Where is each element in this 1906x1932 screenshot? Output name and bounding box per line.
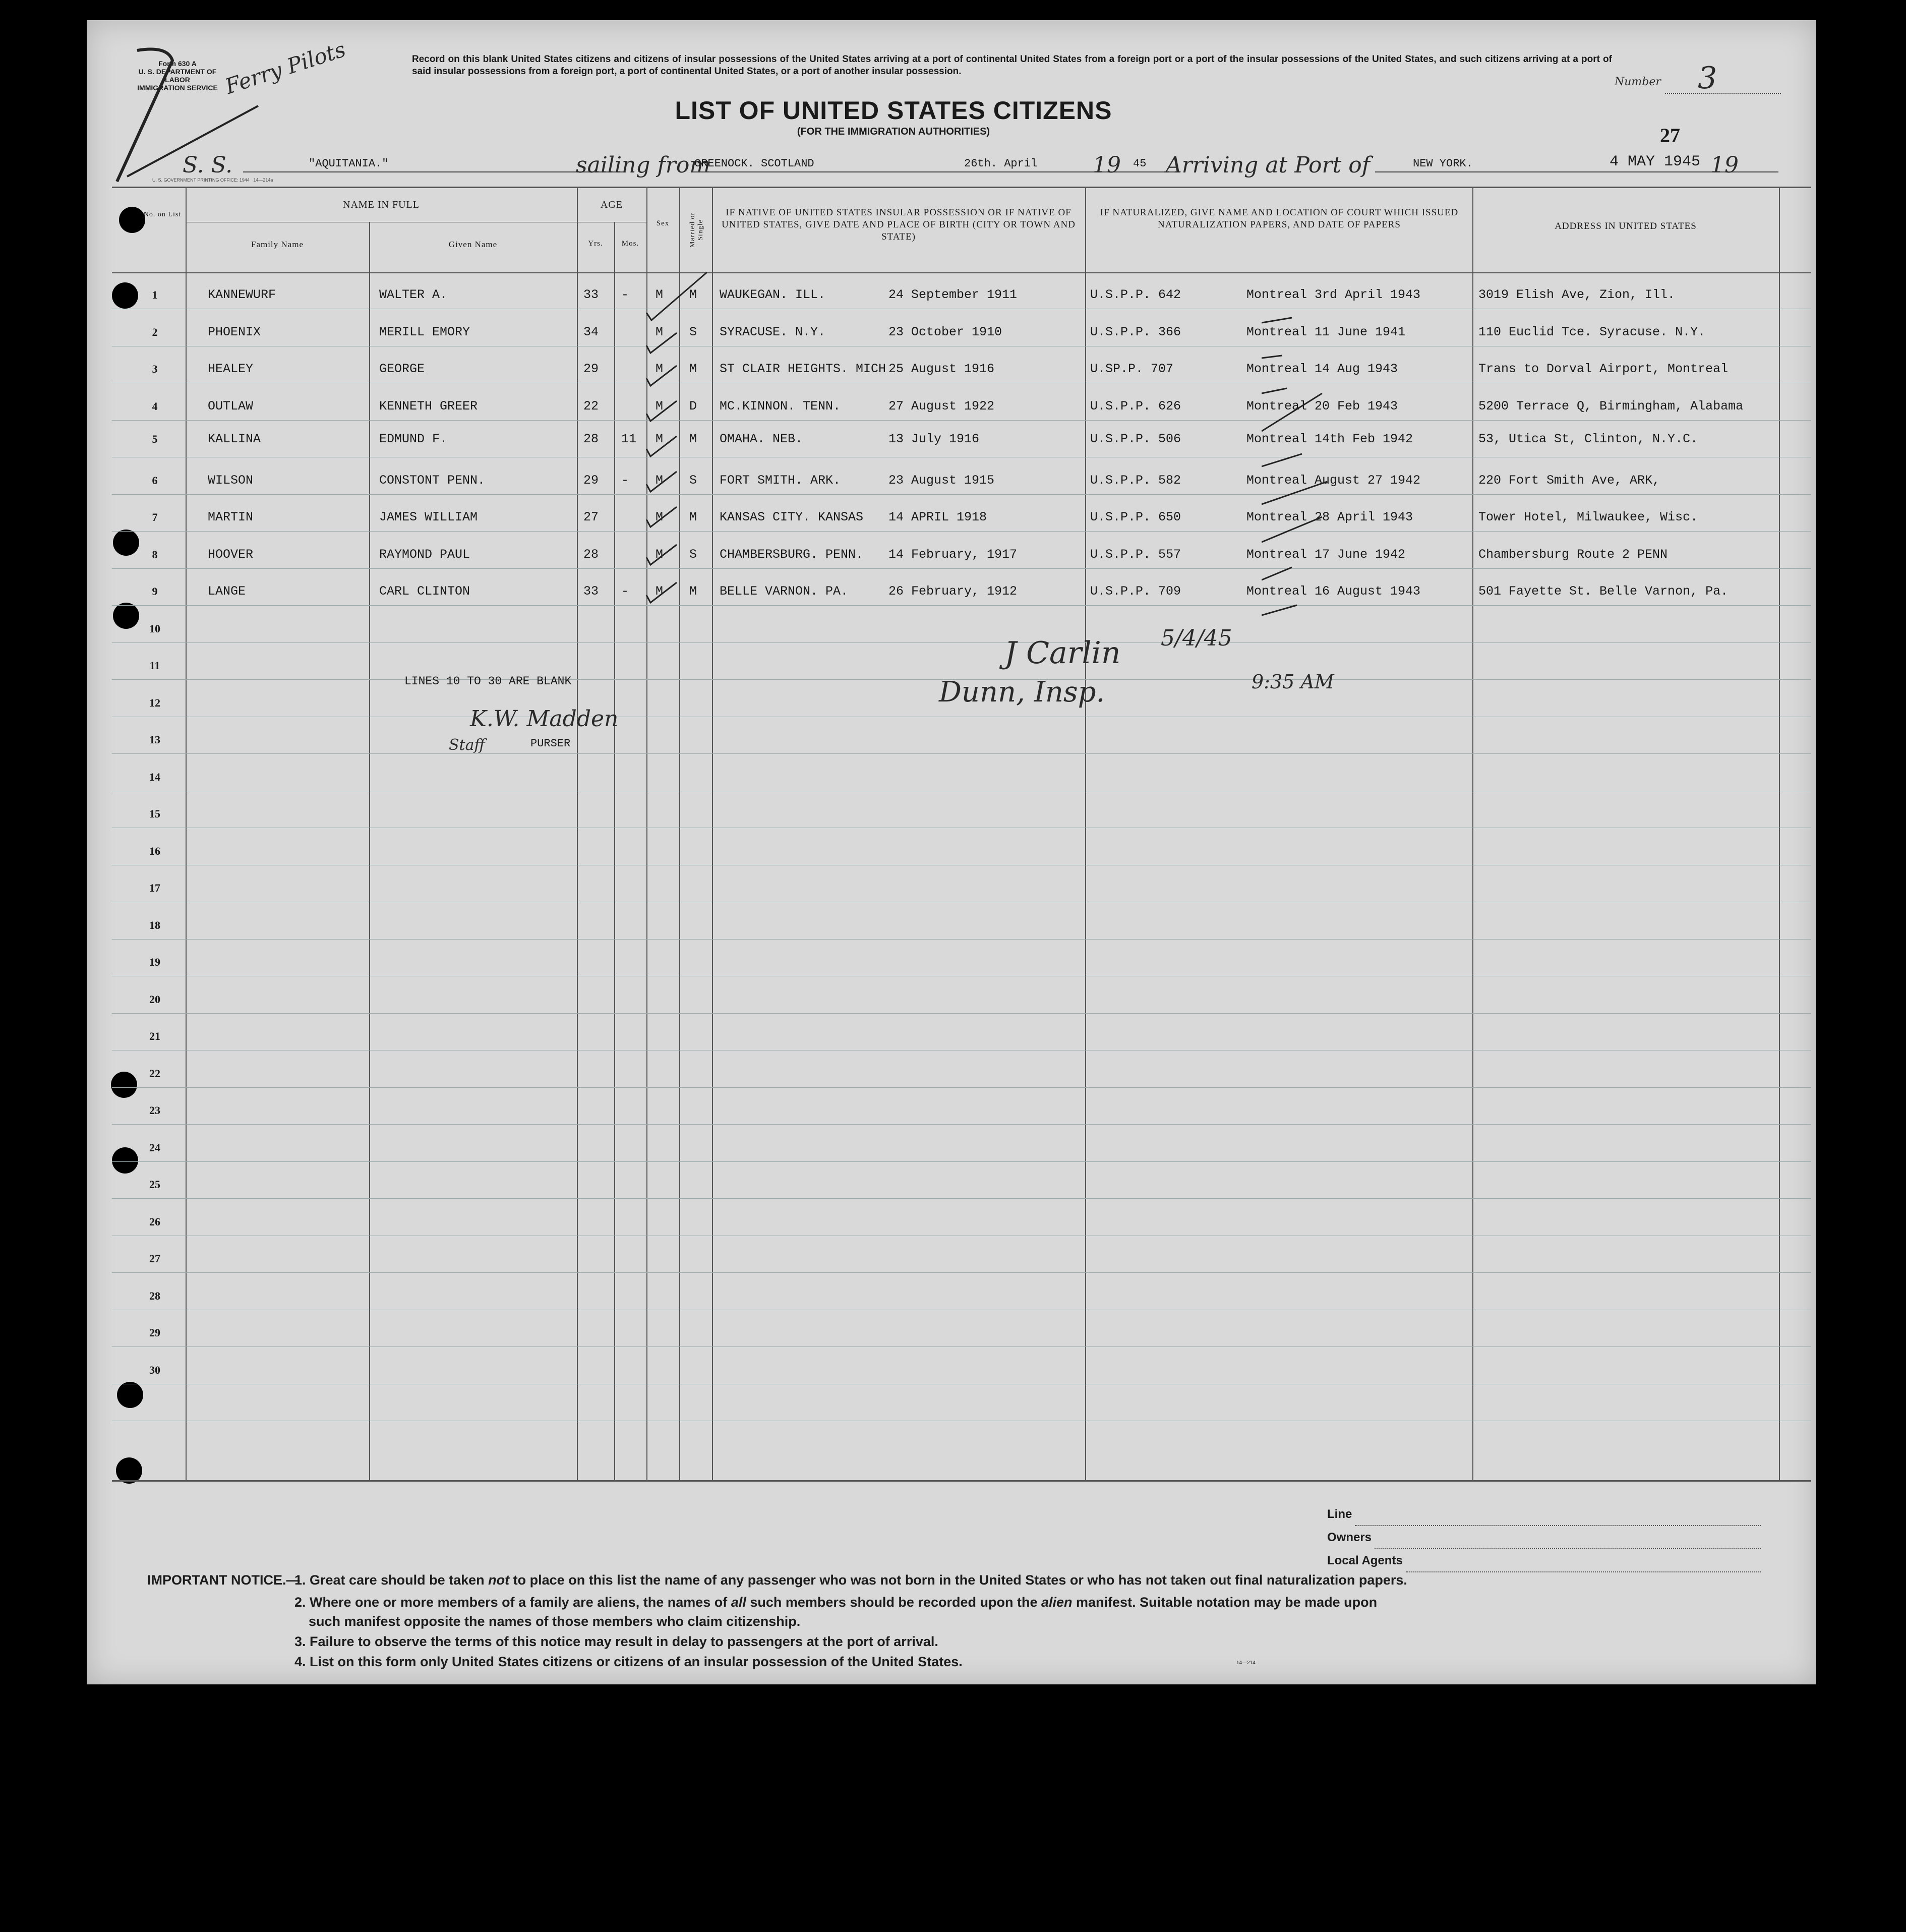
- row-number: 27: [149, 1252, 160, 1265]
- header-given-name: Given Name: [448, 240, 498, 249]
- header-name-in-full: NAME IN FULL: [343, 199, 420, 210]
- sailing-date: 26th. April: [964, 157, 1038, 170]
- cell-sex: M: [656, 547, 664, 562]
- cell-address: Chambersburg Route 2 PENN: [1478, 547, 1668, 562]
- cell-yrs: 33: [583, 287, 599, 302]
- cell-ms: S: [689, 547, 697, 562]
- page-number: 27: [1660, 124, 1680, 147]
- cell-papers: U.S.P.P. 506: [1090, 432, 1181, 446]
- arrival-date-stamp: 4 MAY 1945: [1610, 153, 1701, 170]
- header-no: No. on List: [143, 211, 182, 218]
- row-guide-line: [112, 1272, 1811, 1273]
- cell-given: EDMUND F.: [379, 432, 448, 446]
- notice-1: 1. Great care should be taken not to place on this list the name of any passenger who was not born in the United States or who has not taken out final naturalization papers.: [294, 1572, 1407, 1588]
- cell-given: KENNETH GREER: [379, 398, 478, 414]
- cell-no: 4: [152, 399, 158, 413]
- row-guide-line: [112, 494, 1811, 495]
- header-address: ADDRESS IN UNITED STATES: [1555, 221, 1697, 231]
- cell-address: 3019 Elish Ave, Zion, Ill.: [1478, 287, 1676, 302]
- ship-name: "AQUITANIA.": [309, 157, 389, 170]
- sailing-year: 45: [1133, 157, 1147, 170]
- cell-family: HOOVER: [208, 547, 254, 562]
- cell-given: CARL CLINTON: [379, 584, 470, 599]
- cell-family: KANNEWURF: [208, 287, 276, 302]
- cell-sex: M: [656, 398, 664, 414]
- line-label: Line: [1327, 1507, 1352, 1521]
- cell-sex: M: [656, 362, 664, 376]
- handwritten-note: Ferry Pilots: [222, 36, 349, 99]
- cell-place: BELLE VARNON. PA.: [720, 584, 849, 599]
- cell-address: 501 Fayette St. Belle Varnon, Pa.: [1478, 584, 1729, 599]
- printer-line: U. S. GOVERNMENT PRINTING OFFICE: 1944 14—214a: [152, 178, 273, 183]
- row-guide-line: [112, 1013, 1811, 1014]
- row-number: 14: [149, 770, 160, 783]
- cell-family: PHOENIX: [208, 324, 261, 339]
- cell-sex: M: [656, 584, 664, 599]
- page-title: LIST OF UNITED STATES CITIZENS: [675, 96, 1112, 125]
- cell-given: JAMES WILLIAM: [379, 510, 478, 524]
- row-guide-line: [112, 1346, 1811, 1347]
- header-married: Married or Single: [689, 212, 704, 248]
- row-number: 26: [149, 1215, 160, 1228]
- cell-address: 53, Utica St, Clinton, N.Y.C.: [1478, 432, 1698, 446]
- row-number: 17: [149, 882, 160, 894]
- cell-address: Tower Hotel, Milwaukee, Wisc.: [1478, 510, 1698, 524]
- footer-fields: [1327, 1503, 1761, 1572]
- blank-lines-note: LINES 10 TO 30 ARE BLANK: [404, 675, 572, 688]
- row-guide-line: [112, 1124, 1811, 1125]
- cell-dob: 23 August 1915: [888, 473, 995, 488]
- cell-court: Montreal 3rd April 1943: [1246, 287, 1421, 302]
- cell-mos: -: [621, 287, 629, 302]
- cell-given: GEORGE: [379, 362, 425, 376]
- cell-court: Montreal 20 Feb 1943: [1246, 398, 1398, 414]
- cell-address: 5200 Terrace Q, Birmingham, Alabama: [1478, 398, 1744, 414]
- punch-hole: [119, 207, 145, 233]
- instructions: Record on this blank United States citizens and citizens of insular possessions of the United States arriving at a port of continental United States from a foreign port or a port of the insular possessions of the United States, and such citizens arriving at a port of said insular possessions from a foreign port, a port of continental United States, or a port of another insular possession.: [412, 54, 1612, 77]
- cell-dob: 14 February, 1917: [888, 547, 1018, 562]
- header-age: AGE: [600, 199, 623, 210]
- header-mos: Mos.: [621, 240, 639, 248]
- cell-yrs: 34: [583, 324, 599, 339]
- form-code-bottom: 14—214: [1236, 1660, 1256, 1666]
- cell-court: Montreal 17 June 1942: [1246, 547, 1406, 562]
- cell-ms: D: [689, 398, 697, 414]
- cell-place: OMAHA. NEB.: [720, 432, 803, 446]
- paper-check-marks: [1262, 292, 1342, 646]
- cell-yrs: 27: [583, 510, 599, 524]
- manifest-sheet: [87, 20, 1816, 1684]
- cell-address: Trans to Dorval Airport, Montreal: [1478, 362, 1729, 376]
- cell-ms: M: [689, 362, 697, 376]
- row-guide-line: [112, 1198, 1811, 1199]
- sailing-from: GREENOCK. SCOTLAND: [694, 157, 814, 170]
- row-number: 25: [149, 1178, 160, 1191]
- cell-family: HEALEY: [208, 362, 254, 376]
- cell-family: WILSON: [208, 473, 254, 488]
- cell-papers: U.S.P.P. 642: [1090, 287, 1181, 302]
- purser-label: PURSER: [530, 737, 571, 750]
- cell-papers: U.S.P.P. 626: [1090, 398, 1181, 414]
- cell-papers: U.S.P.P. 650: [1090, 510, 1181, 524]
- cell-address: 110 Euclid Tce. Syracuse. N.Y.: [1478, 324, 1706, 339]
- page-subtitle: (FOR THE IMMIGRATION AUTHORITIES): [797, 126, 990, 137]
- cell-court: Montreal August 27 1942: [1246, 473, 1421, 488]
- cell-ms: M: [689, 287, 697, 302]
- cell-no: 9: [152, 585, 158, 598]
- row-number: 10: [149, 622, 160, 635]
- notice-4: 4. List on this form only United States citizens or citizens of an insular possession of the United States.: [294, 1654, 963, 1669]
- cell-family: LANGE: [208, 584, 246, 599]
- row-number: 29: [149, 1326, 160, 1339]
- number-label: Number: [1615, 76, 1661, 88]
- cell-dob: 24 September 1911: [888, 287, 1018, 302]
- row-number: 28: [149, 1289, 160, 1302]
- row-number: 19: [149, 956, 160, 968]
- cell-given: MERILL EMORY: [379, 324, 470, 339]
- cell-place: KANSAS CITY. KANSAS: [720, 510, 864, 524]
- inspector-signature-2: Dunn, Insp.: [939, 676, 1105, 709]
- year-prefix-2: 19: [1710, 152, 1739, 178]
- row-number: 21: [149, 1030, 160, 1042]
- cell-no: 6: [152, 474, 158, 487]
- cell-place: FORT SMITH. ARK.: [720, 473, 841, 488]
- cell-papers: U.SP.P. 707: [1090, 362, 1174, 376]
- cell-family: OUTLAW: [208, 398, 254, 414]
- cell-dob: 14 APRIL 1918: [888, 510, 987, 524]
- cell-no: 7: [152, 511, 158, 523]
- row-number: 22: [149, 1067, 160, 1080]
- punch-hole: [113, 530, 139, 556]
- cell-ms: S: [689, 473, 697, 488]
- punch-hole: [113, 603, 139, 629]
- cell-court: Montreal 14 Aug 1943: [1246, 362, 1398, 376]
- header-naturalized: IF NATURALIZED, GIVE NAME AND LOCATION OF COURT WHICH ISSUED NATURALIZATION PAPERS, AND DATE OF PAPERS: [1100, 207, 1459, 230]
- table-header-rule: [112, 272, 1811, 273]
- row-number: 20: [149, 992, 160, 1006]
- cell-dob: 23 October 1910: [888, 324, 1002, 339]
- punch-hole: [111, 1072, 137, 1098]
- cell-family: KALLINA: [208, 432, 261, 446]
- row-guide-line: [112, 420, 1811, 421]
- cell-yrs: 28: [583, 547, 599, 562]
- header-birth: IF NATIVE OF UNITED STATES INSULAR POSSESSION OR IF NATIVE OF UNITED STATES, GIVE DATE AND PLACE OF BIRTH (CITY OR TOWN AND STATE): [722, 207, 1076, 242]
- table-top-rule: [112, 187, 1811, 188]
- service: IMMIGRATION SERVICE: [137, 84, 218, 92]
- cell-yrs: 28: [583, 432, 599, 446]
- cell-yrs: 29: [583, 362, 599, 376]
- row-number: 16: [149, 844, 160, 857]
- arrival-port: NEW YORK.: [1413, 157, 1473, 170]
- row-guide-line: [112, 568, 1811, 569]
- cell-place: MC.KINNON. TENN.: [720, 398, 841, 414]
- cell-court: Montreal 14th Feb 1942: [1246, 432, 1413, 446]
- punch-hole: [117, 1382, 143, 1408]
- row-number: 23: [149, 1104, 160, 1117]
- row-number: 12: [149, 696, 160, 709]
- sailing-label: sailing from: [576, 152, 711, 178]
- cell-no: 2: [152, 325, 158, 338]
- cell-dob: 27 August 1922: [888, 398, 995, 414]
- punch-hole: [112, 282, 138, 309]
- cell-mos: -: [621, 584, 629, 599]
- cell-ms: M: [689, 432, 697, 446]
- row-number: 11: [149, 659, 160, 672]
- row-guide-line: [112, 753, 1811, 754]
- row-number: 13: [149, 733, 160, 746]
- punch-hole: [112, 1147, 138, 1174]
- cell-sex: M: [656, 287, 664, 302]
- cell-sex: M: [656, 324, 664, 339]
- cell-sex: M: [656, 473, 664, 488]
- cell-dob: 26 February, 1912: [888, 584, 1018, 599]
- row-guide-line: [112, 531, 1811, 532]
- cell-dob: 13 July 1916: [888, 432, 980, 446]
- cell-no: 8: [152, 548, 158, 561]
- arriving-label: Arriving at Port of: [1166, 152, 1371, 178]
- header-yrs: Yrs.: [588, 240, 603, 248]
- number-field: [1615, 61, 1781, 96]
- cell-place: WAUKEGAN. ILL.: [720, 287, 826, 302]
- ss-label: S. S.: [183, 152, 233, 178]
- header-family-name: Family Name: [251, 240, 304, 249]
- table-bottom-rule: [112, 1480, 1811, 1482]
- row-guide-line: [112, 642, 1811, 643]
- year-prefix: 19: [1093, 152, 1121, 178]
- cell-mos: 11: [621, 432, 637, 446]
- cell-family: MARTIN: [208, 510, 254, 524]
- purser-staff: Staff: [449, 736, 485, 754]
- cell-place: SYRACUSE. N.Y.: [720, 324, 826, 339]
- row-guide-line: [112, 605, 1811, 606]
- inspector-date: 5/4/45: [1161, 625, 1232, 651]
- agents-label: Local Agents: [1327, 1554, 1403, 1567]
- notice-3: 3. Failure to observe the terms of this notice may result in delay to passengers at the port of arrival.: [294, 1634, 938, 1649]
- cell-ms: M: [689, 584, 697, 599]
- cell-mos: -: [621, 473, 629, 488]
- notice-2-cont: such manifest opposite the names of those members who claim citizenship.: [309, 1614, 801, 1629]
- cell-yrs: 29: [583, 473, 599, 488]
- cell-given: CONSTONT PENN.: [379, 473, 486, 488]
- owners-label: Owners: [1327, 1531, 1372, 1544]
- cell-court: Montreal 16 August 1943: [1246, 584, 1421, 599]
- row-number: 30: [149, 1363, 160, 1376]
- purser-signature: K.W. Madden: [470, 706, 619, 732]
- header-sex: Sex: [656, 219, 670, 227]
- row-guide-line: [112, 1161, 1811, 1162]
- inspector-time: 9:35 AM: [1252, 671, 1334, 693]
- cell-sex: M: [656, 432, 664, 446]
- number-value: 3: [1698, 61, 1717, 96]
- cell-yrs: 22: [583, 398, 599, 414]
- row-number: 15: [149, 807, 160, 820]
- cell-dob: 25 August 1916: [888, 362, 995, 376]
- cell-yrs: 33: [583, 584, 599, 599]
- department: U. S. DEPARTMENT OF LABOR: [138, 68, 217, 84]
- form-number: Form 630 A: [158, 60, 197, 68]
- cell-given: RAYMOND PAUL: [379, 547, 470, 562]
- cell-no: 3: [152, 363, 158, 375]
- cell-place: CHAMBERSBURG. PENN.: [720, 547, 864, 562]
- cell-ms: S: [689, 324, 697, 339]
- cell-papers: U.S.P.P. 557: [1090, 547, 1181, 562]
- notice-2: 2. Where one or more members of a family are aliens, the names of all such members should be recorded upon the alien manifest. Suitable notation may be made upon: [294, 1595, 1378, 1610]
- cell-papers: U.S.P.P. 709: [1090, 584, 1181, 599]
- cell-papers: U.S.P.P. 582: [1090, 473, 1181, 488]
- row-number: 24: [149, 1141, 160, 1154]
- cell-sex: M: [656, 510, 664, 524]
- cell-court: Montreal 28 April 1943: [1246, 510, 1413, 524]
- row-guide-line: [112, 1087, 1811, 1088]
- cell-court: Montreal 11 June 1941: [1246, 324, 1406, 339]
- cell-ms: M: [689, 510, 697, 524]
- cell-no: 5: [152, 433, 158, 445]
- cell-papers: U.S.P.P. 366: [1090, 324, 1181, 339]
- cell-given: WALTER A.: [379, 287, 448, 302]
- notice-label: IMPORTANT NOTICE.—: [147, 1572, 300, 1588]
- row-number: 18: [149, 918, 160, 931]
- cell-no: 1: [152, 288, 158, 301]
- inspector-signature: J Carlin: [1004, 635, 1121, 671]
- check-marks: [631, 257, 712, 651]
- cell-place: ST CLAIR HEIGHTS. MICH: [720, 362, 886, 376]
- cell-address: 220 Fort Smith Ave, ARK,: [1478, 473, 1660, 488]
- row-guide-line: [112, 939, 1811, 940]
